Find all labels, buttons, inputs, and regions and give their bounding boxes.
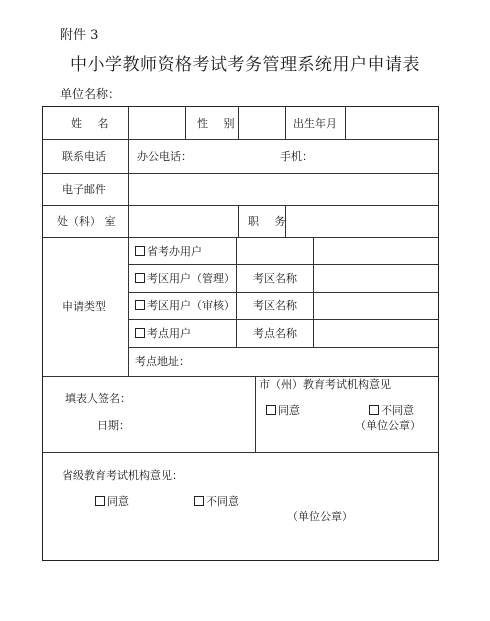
provincial-opinion-label: 省级教育考试机构意见： — [62, 469, 183, 482]
position-label: 职 务 — [248, 215, 292, 228]
checkbox-icon — [266, 405, 276, 415]
row-divider — [128, 292, 438, 293]
attachment-label: 附件 3 — [60, 28, 99, 43]
row-divider — [43, 376, 438, 377]
district-name-label: 考区名称 — [253, 299, 297, 312]
column-divider — [238, 205, 239, 237]
page-title: 中小学教师资格考试考务管理系统用户申请表 — [70, 55, 420, 75]
application-form — [42, 106, 439, 561]
name-label: 姓 名 — [71, 117, 115, 130]
district-name-label: 考区名称 — [253, 272, 297, 285]
checkbox-icon — [135, 328, 145, 338]
contact-phone-label: 联系电话 — [62, 150, 106, 163]
row-divider — [43, 205, 438, 206]
city-seal-label: （单位公章） — [355, 419, 421, 432]
option-label: 同意 — [278, 404, 300, 417]
row-divider — [43, 452, 438, 453]
mobile-label: 手机： — [280, 150, 313, 163]
column-divider — [313, 237, 314, 347]
option-label: 省考办用户 — [147, 245, 202, 258]
option-label: 考区用户（管理） — [147, 272, 235, 285]
column-divider — [255, 376, 256, 452]
checkbox-icon — [95, 496, 105, 506]
provincial-seal-label: （单位公章） — [287, 510, 353, 523]
provincial-agree-option[interactable] — [95, 496, 129, 507]
column-divider — [236, 237, 237, 347]
option-district-admin[interactable] — [135, 273, 235, 284]
applicant-signature-label: 填表人签名： — [65, 392, 131, 405]
column-divider — [128, 107, 129, 376]
site-address-label: 考点地址： — [135, 355, 190, 368]
row-divider — [128, 319, 438, 320]
row-divider — [43, 139, 438, 140]
option-site[interactable] — [135, 328, 191, 339]
row-divider — [43, 173, 438, 174]
checkbox-icon — [135, 273, 145, 283]
office-phone-label: 办公电话： — [137, 150, 192, 163]
city-disagree-option[interactable] — [369, 405, 414, 416]
application-type-label: 申请类型 — [62, 300, 106, 313]
option-label: 同意 — [107, 495, 129, 508]
unit-name-label: 单位名称： — [60, 87, 121, 101]
checkbox-icon — [135, 246, 145, 256]
row-divider — [128, 264, 438, 265]
birth-date-label: 出生年月 — [293, 117, 337, 130]
option-label: 不同意 — [381, 404, 414, 417]
city-agree-option[interactable] — [266, 405, 300, 416]
column-divider — [185, 107, 186, 139]
row-divider — [43, 237, 438, 238]
option-provincial[interactable] — [135, 246, 202, 257]
column-divider — [285, 107, 286, 139]
gender-label: 性 别 — [197, 117, 241, 130]
department-label: 处（科） 室 — [57, 215, 116, 228]
checkbox-icon — [194, 496, 204, 506]
checkbox-icon — [135, 300, 145, 310]
site-name-label: 考点名称 — [253, 327, 297, 340]
option-label: 考区用户（审核） — [147, 299, 235, 312]
column-divider — [345, 107, 346, 139]
row-divider — [128, 347, 438, 348]
option-label: 考点用户 — [147, 327, 191, 340]
option-district-review[interactable] — [135, 300, 235, 311]
provincial-disagree-option[interactable] — [194, 496, 239, 507]
city-opinion-label: 市（州）教育考试机构意见 — [259, 378, 391, 391]
checkbox-icon — [369, 405, 379, 415]
email-label: 电子邮件 — [62, 183, 106, 196]
option-label: 不同意 — [206, 495, 239, 508]
date-label: 日期： — [97, 419, 130, 432]
